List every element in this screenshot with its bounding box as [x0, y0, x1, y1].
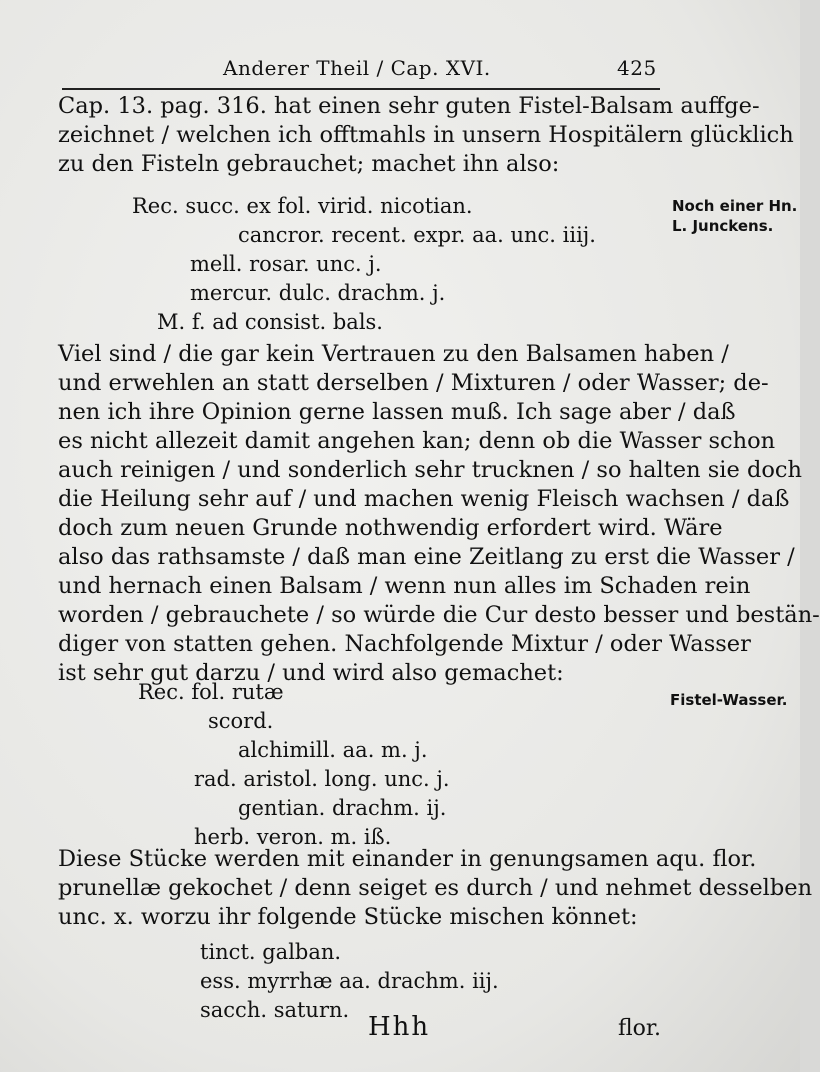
- recipe-line: tinct. galban.: [200, 940, 342, 964]
- recipe-line: Rec. fol. rutæ: [138, 680, 284, 704]
- text-line: prunellæ gekochet / denn seiget es durch / und nehmet desselben: [58, 875, 813, 901]
- recipe-line: mell. rosar. unc. j.: [190, 252, 382, 276]
- paragraph-1: [58, 92, 794, 179]
- recipe-line: rad. aristol. long. unc. j.: [194, 767, 450, 791]
- recipe-line: sacch. saturn.: [200, 998, 350, 1022]
- text-line: diger von statten gehen. Nachfolgende Mixtur / oder Wasser: [58, 631, 751, 657]
- recipe-line: cancror. recent. expr. aa. unc. iiij.: [238, 223, 596, 247]
- text-line: zeichnet / welchen ich offtmahls in unsern Hospitälern glücklich: [58, 122, 794, 148]
- text-line: die Heilung sehr auf / und machen wenig Fleisch wachsen / daß: [58, 486, 790, 512]
- page-number: 425: [617, 56, 657, 80]
- text-line: und hernach einen Balsam / wenn nun alles im Schaden rein: [58, 573, 751, 599]
- paragraph-3: [58, 845, 813, 932]
- recipe-line: mercur. dulc. drachm. j.: [190, 281, 446, 305]
- text-line: es nicht allezeit damit angehen kan; denn ob die Wasser schon: [58, 428, 776, 454]
- margin-note-2: Fistel-Wasser.: [670, 691, 788, 709]
- text-line: zu den Fisteln gebrauchet; machet ihn also:: [58, 151, 560, 177]
- paragraph-2: [58, 340, 820, 688]
- catchword: flor.: [618, 1016, 662, 1041]
- margin-note-line: L. Junckens.: [672, 217, 774, 235]
- text-line: nen ich ihre Opinion gerne lassen muß. Ich sage aber / daß: [58, 399, 736, 425]
- running-title: Anderer Theil / Cap. XVI.: [223, 56, 491, 80]
- signature-mark: Hhh: [368, 1012, 431, 1042]
- recipe-line: ess. myrrhæ aa. drachm. iij.: [200, 969, 499, 993]
- text-line: auch reinigen / und sonderlich sehr trucknen / so halten sie doch: [58, 457, 802, 483]
- recipe-line: M. f. ad consist. bals.: [157, 310, 383, 334]
- text-line: Viel sind / die gar kein Vertrauen zu den Balsamen haben /: [58, 341, 729, 367]
- text-line: unc. x. worzu ihr folgende Stücke mischen könnet:: [58, 904, 638, 930]
- margin-note-line: Noch einer Hn.: [672, 197, 798, 215]
- text-line: also das rathsamste / daß man eine Zeitlang zu erst die Wasser /: [58, 544, 795, 570]
- recipe-line: alchimill. aa. m. j.: [238, 738, 428, 762]
- text-line: Diese Stücke werden mit einander in genungsamen aqu. flor.: [58, 846, 757, 872]
- recipe-line: herb. veron. m. iß.: [194, 825, 392, 849]
- recipe-line: gentian. drachm. ij.: [238, 796, 447, 820]
- text-line: worden / gebrauchete / so würde die Cur desto besser und bestän-: [58, 602, 820, 628]
- recipe-line: scord.: [208, 709, 274, 733]
- text-line: Cap. 13. pag. 316. hat einen sehr guten Fistel-Balsam auffge-: [58, 93, 760, 119]
- recipe-line: Rec. succ. ex fol. virid. nicotian.: [132, 194, 473, 218]
- text-line: ist sehr gut darzu / und wird also gemachet:: [58, 660, 564, 686]
- text-line: und erwehlen an statt derselben / Mixturen / oder Wasser; de-: [58, 370, 769, 396]
- margin-note-1: [672, 196, 797, 236]
- header-rule: [62, 88, 660, 90]
- text-line: doch zum neuen Grunde nothwendig erfordert wird. Wäre: [58, 515, 723, 541]
